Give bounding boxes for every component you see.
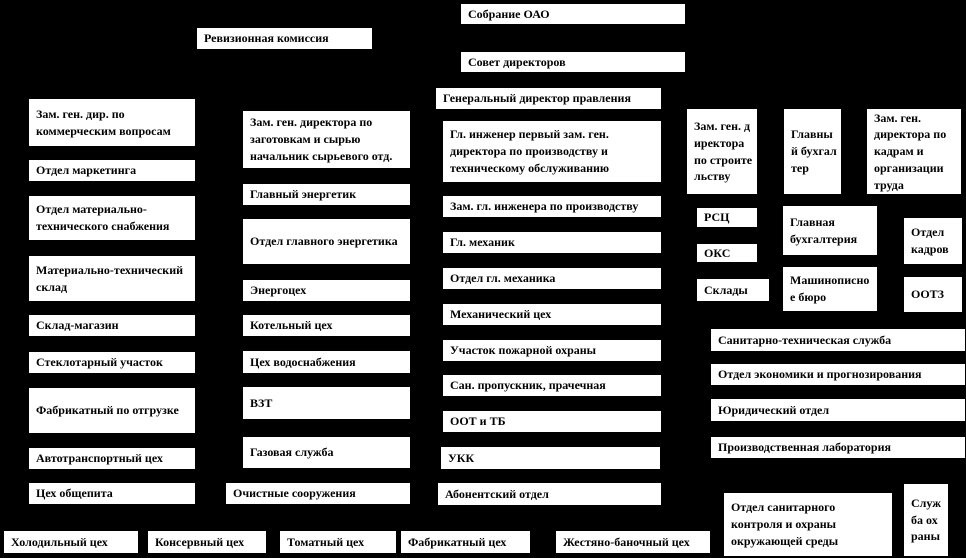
box-mashinopisnoe-byuro (782, 266, 878, 312)
box-tomatny-tsekh (279, 530, 397, 554)
box-otdel-sanitarnogo-kontrolya-label: Отдел санитарного контроля и охраны окружающей среды (731, 500, 839, 548)
box-kholodilny-tsekh-label: Холодильный цех (11, 534, 108, 549)
box-otdel-kadrov-label: Отдел кадров (911, 225, 949, 256)
box-fabrikatny-po-otgruzke (28, 387, 196, 434)
box-rsc (696, 207, 758, 228)
box-oot-i-tb (442, 410, 662, 433)
box-generalny-direktor-pravleniya-label: Генеральный директор правления (443, 91, 631, 106)
box-revizionnaya-komissiya (196, 27, 373, 50)
box-zam-gen-dir-kommercheskie-voprosy-label: Зам. ген. дир. по коммерческим вопросам (36, 106, 171, 138)
box-sovet-direktorov-label: Совет директоров (468, 54, 566, 69)
box-mekhanichesky-tsekh (442, 303, 662, 326)
box-kotelny-tsekh (242, 314, 411, 337)
box-fabrikatny-tsekh-label: Фабрикатный цех (408, 534, 507, 549)
box-sanitarno-tekhnicheskaya-sluzhba (710, 328, 966, 352)
box-gl-inzhener-pervy-zam (442, 120, 662, 183)
box-mekhanichesky-tsekh-label: Механический цех (450, 307, 552, 322)
box-vzt-label: ВЗТ (250, 395, 273, 410)
box-glavny-bukhgalter (783, 108, 842, 195)
box-glavnaya-bukhgalteriya (782, 205, 878, 256)
box-zam-gl-inzhenera-po-proizvodstvu-label: Зам. гл. инженера по производству (450, 199, 639, 214)
box-otdel-gl-mekhanika-label: Отдел гл. механика (450, 271, 556, 286)
box-fabrikatny-tsekh (400, 530, 531, 554)
box-mashinopisnoe-byuro-label: Машинописное бюро (790, 273, 870, 304)
box-tomatny-tsekh-label: Томатный цех (287, 534, 365, 549)
box-otdel-glavnogo-energetika (242, 218, 411, 265)
box-rsc-label: РСЦ (704, 210, 730, 225)
box-tsekh-obshchepita-label: Цех общепита (36, 486, 113, 501)
box-zam-gl-inzhenera-po-proizvodstvu (442, 195, 662, 218)
box-proizvodstvennaya-laboratoriya (710, 436, 966, 459)
box-energotsekh (242, 279, 411, 302)
box-sovet-direktorov (460, 51, 686, 73)
box-tsekh-vodosnabzheniya-label: Цех водоснабжения (250, 354, 356, 369)
box-abonentsky-otdel-label: Абонентский отдел (445, 486, 549, 501)
box-konservny-tsekh-label: Консервный цех (155, 534, 245, 549)
box-sklad-magazin (28, 314, 196, 337)
box-tsekh-vodosnabzheniya (242, 350, 411, 374)
box-tsekh-obshchepita (28, 482, 196, 505)
box-kholodilny-tsekh (3, 530, 139, 554)
box-uchastok-pozharnoy-okhrany-label: Участок пожарной охраны (450, 343, 597, 358)
box-kotelny-tsekh-label: Котельный цех (250, 318, 333, 333)
box-gl-mekhanik (442, 231, 662, 254)
box-avtotransportny-tsekh (28, 447, 196, 470)
box-zam-gen-dir-zagotovki-syryo-label: Зам. ген. директора по заготовкам и сырью начальник сырьевого отд. (250, 115, 393, 163)
box-otdel-gl-mekhanika (442, 267, 662, 290)
box-steklotarny-uchastok (28, 351, 196, 374)
box-san-propusknik-prachechnaya-label: Сан. пропускник, прачечная (450, 378, 606, 393)
box-mat-tekh-sklad-label: Материально-технический склад (36, 262, 184, 294)
box-zam-gen-dir-kadry-label: Зам. ген. директора по кадрам и организации труда (874, 110, 947, 192)
box-gl-mekhanik-label: Гл. механик (450, 235, 515, 250)
box-otdel-kadrov (903, 217, 963, 265)
box-glavny-energetik (242, 183, 411, 206)
box-zam-gen-dir-zagotovki-syryo (242, 110, 411, 169)
box-sluzhba-okhrany (903, 483, 949, 557)
box-yuridichesky-otdel-label: Юридический отдел (718, 402, 830, 417)
box-glavny-bukhgalter-label: Главный бухгалтер (791, 127, 837, 175)
box-otdel-mat-tekh-snabzheniya-label: Отдел материально-технического снабжения (36, 202, 170, 233)
box-konservny-tsekh (147, 530, 267, 554)
box-gl-inzhener-pervy-zam-label: Гл. инженер первый зам. ген. директора по производству и техническому обслуживанию (450, 127, 610, 175)
box-sklad-magazin-label: Склад-магазин (36, 318, 119, 333)
box-sluzhba-okhrany-label: Служба охраны (911, 495, 941, 544)
box-proizvodstvennaya-laboratoriya-label: Производственная лаборатория (718, 440, 891, 455)
box-otdel-mat-tekh-snabzheniya (28, 195, 196, 241)
box-zam-gen-dir-stroitelstvo (686, 108, 758, 195)
box-otdel-sanitarnogo-kontrolya (723, 492, 893, 557)
box-uchastok-pozharnoy-okhrany (442, 339, 662, 362)
box-otdel-ekonomiki-i-prognozirovaniya (710, 363, 966, 386)
box-zam-gen-dir-kadry (866, 108, 962, 195)
box-oks-label: ОКС (704, 245, 731, 260)
box-otdel-glavnogo-energetika-label: Отдел главного энергетика (250, 234, 398, 249)
box-zam-gen-dir-stroitelstvo-label: Зам. ген. директора по строительству (694, 118, 753, 184)
box-steklotarny-uchastok-label: Стеклотарный участок (36, 355, 163, 370)
box-sobranie-oao-label: Собрание ОАО (468, 6, 550, 21)
box-vzt (242, 386, 411, 420)
box-otdel-ekonomiki-i-prognozirovaniya-label: Отдел экономики и прогнозирования (718, 367, 922, 382)
box-yuridichesky-otdel (710, 398, 966, 422)
box-ukk-label: УКК (448, 450, 475, 465)
box-revizionnaya-komissiya-label: Ревизионная комиссия (204, 31, 329, 46)
box-ochistnye-sooruzheniya-label: Очистные сооружения (233, 486, 356, 501)
box-gazovaya-sluzhba (242, 436, 411, 469)
box-ochistnye-sooruzheniya (225, 482, 411, 505)
box-san-propusknik-prachechnaya (442, 374, 662, 397)
box-energotsekh-label: Энергоцех (250, 283, 307, 298)
box-abonentsky-otdel (437, 482, 662, 506)
box-ootz-label: ООТЗ (911, 287, 945, 302)
box-ootz (903, 276, 963, 313)
box-fabrikatny-po-otgruzke-label: Фабрикатный по отгрузке (36, 403, 179, 418)
box-sklady (696, 278, 770, 302)
box-sobranie-oao (460, 3, 686, 25)
box-zhestyano-banochny-tsekh (555, 530, 711, 554)
box-sklady-label: Склады (704, 282, 748, 297)
box-mat-tekh-sklad (28, 255, 196, 302)
box-avtotransportny-tsekh-label: Автотранспортный цех (36, 451, 163, 466)
box-glavnaya-bukhgalteriya-label: Главная бухгалтерия (790, 214, 858, 246)
box-glavny-energetik-label: Главный энергетик (250, 187, 357, 202)
box-otdel-marketinga-label: Отдел маркетинга (36, 163, 137, 178)
box-oot-i-tb-label: ООТ и ТБ (450, 414, 506, 429)
box-zam-gen-dir-kommercheskie-voprosy (28, 98, 196, 147)
box-oks (696, 243, 758, 263)
box-gazovaya-sluzhba-label: Газовая служба (250, 445, 334, 460)
box-sanitarno-tekhnicheskaya-sluzhba-label: Санитарно-техническая служба (718, 332, 892, 347)
box-generalny-direktor-pravleniya (435, 87, 662, 110)
box-ukk (440, 446, 661, 470)
box-zhestyano-banochny-tsekh-label: Жестяно-баночный цех (563, 534, 690, 549)
box-otdel-marketinga (28, 159, 196, 182)
